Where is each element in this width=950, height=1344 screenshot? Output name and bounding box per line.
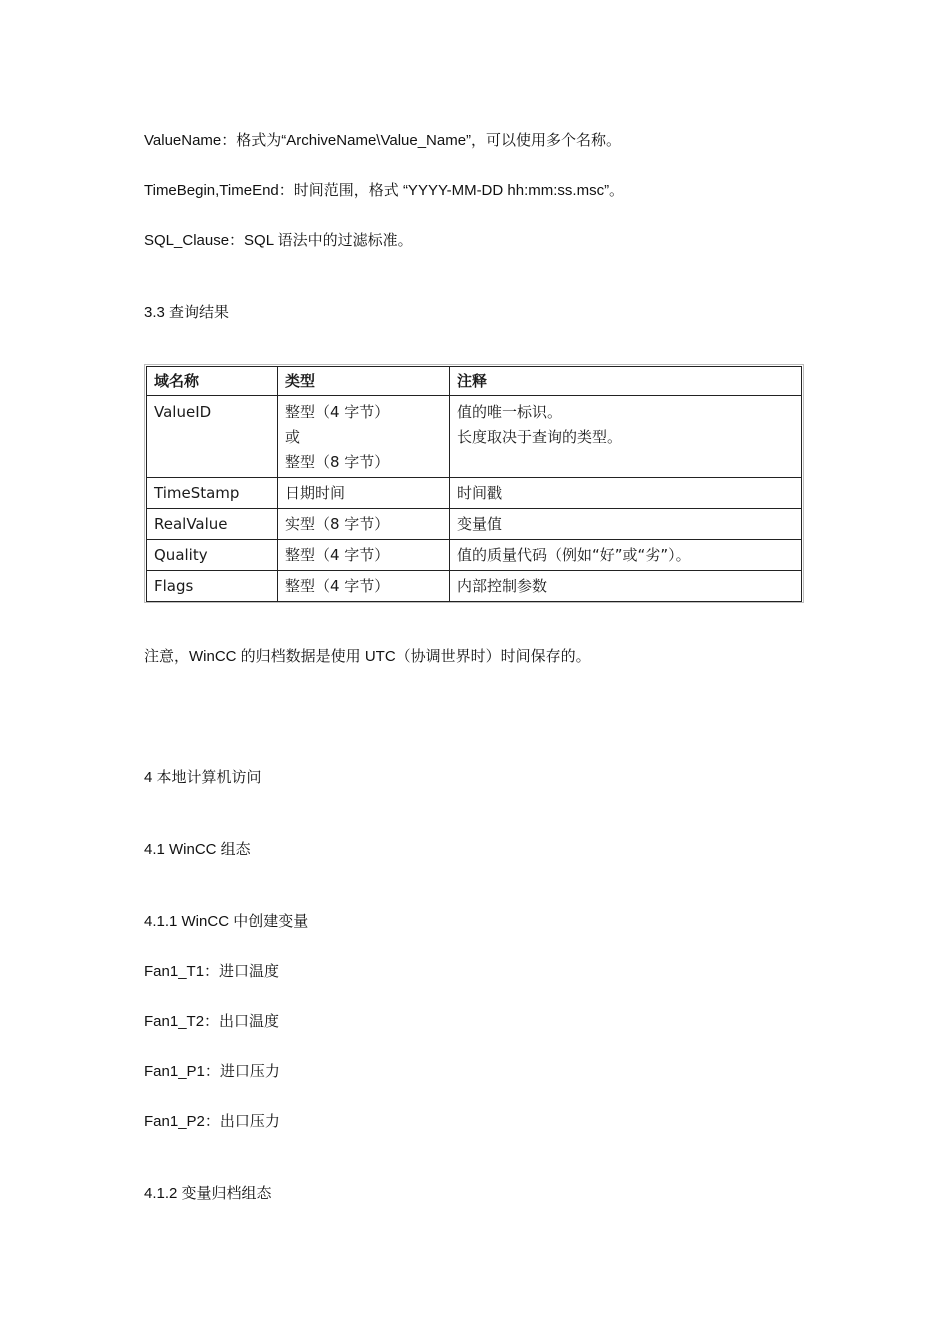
table-row bbox=[147, 396, 802, 478]
cell-note-line: 长度取决于查询的类型。 bbox=[457, 428, 623, 446]
cell-note bbox=[450, 396, 802, 478]
cell-note: 内部控制参数 bbox=[450, 571, 802, 602]
variable-item: Fan1_T1：进口温度 bbox=[144, 963, 280, 980]
section-4-1-1-heading: 4.1.1 WinCC 中创建变量 bbox=[144, 913, 309, 930]
cell-type-line: 整型（4 字节） bbox=[285, 403, 390, 421]
table-row bbox=[147, 478, 802, 509]
cell-field: RealValue bbox=[147, 509, 278, 540]
section-4-1-heading: 4.1 WinCC 组态 bbox=[144, 841, 251, 858]
variable-item: Fan1_P1：进口压力 bbox=[144, 1063, 280, 1080]
header-type: 类型 bbox=[278, 367, 450, 396]
cell-field: TimeStamp bbox=[147, 478, 278, 509]
cell-field: Flags bbox=[147, 571, 278, 602]
cell-field: Quality bbox=[147, 540, 278, 571]
utc-note: 注意，WinCC 的归档数据是使用 UTC（协调世界时）时间保存的。 bbox=[144, 648, 591, 665]
cell-type: 日期时间 bbox=[278, 478, 450, 509]
variable-item: Fan1_P2：出口压力 bbox=[144, 1113, 280, 1130]
cell-type: 整型（4 字节） bbox=[278, 540, 450, 571]
cell-note-line: 值的唯一标识。 bbox=[457, 403, 563, 421]
cell-type-line: 整型（8 字节） bbox=[285, 453, 390, 471]
section-4-1-2-heading: 4.1.2 变量归档组态 bbox=[144, 1185, 272, 1202]
table-row bbox=[147, 540, 802, 571]
cell-type: 实型（8 字节） bbox=[278, 509, 450, 540]
table-row bbox=[147, 571, 802, 602]
section-3-3-heading: 3.3 查询结果 bbox=[144, 304, 230, 321]
cell-note: 时间戳 bbox=[450, 478, 802, 509]
section-4-heading: 4 本地计算机访问 bbox=[144, 769, 262, 786]
cell-type-line: 或 bbox=[285, 428, 301, 446]
valuename-description: ValueName：格式为“ArchiveName\Value_Name”，可以使用多个名称。 bbox=[144, 132, 622, 149]
cell-type bbox=[278, 396, 450, 478]
header-note: 注释 bbox=[450, 367, 802, 396]
cell-field: ValueID bbox=[147, 396, 278, 478]
table-header-row bbox=[147, 367, 802, 396]
cell-note: 变量值 bbox=[450, 509, 802, 540]
cell-type: 整型（4 字节） bbox=[278, 571, 450, 602]
header-field-name: 域名称 bbox=[147, 367, 278, 396]
sql-clause-description: SQL_Clause：SQL 语法中的过滤标准。 bbox=[144, 232, 413, 249]
table-row bbox=[147, 509, 802, 540]
cell-note: 值的质量代码（例如“好”或“劣”）。 bbox=[450, 540, 802, 571]
variable-item: Fan1_T2：出口温度 bbox=[144, 1013, 280, 1030]
time-range-description: TimeBegin,TimeEnd：时间范围，格式 “YYYY-MM-DD hh:mm:ss.msc”。 bbox=[144, 182, 625, 199]
query-result-table bbox=[144, 364, 804, 603]
